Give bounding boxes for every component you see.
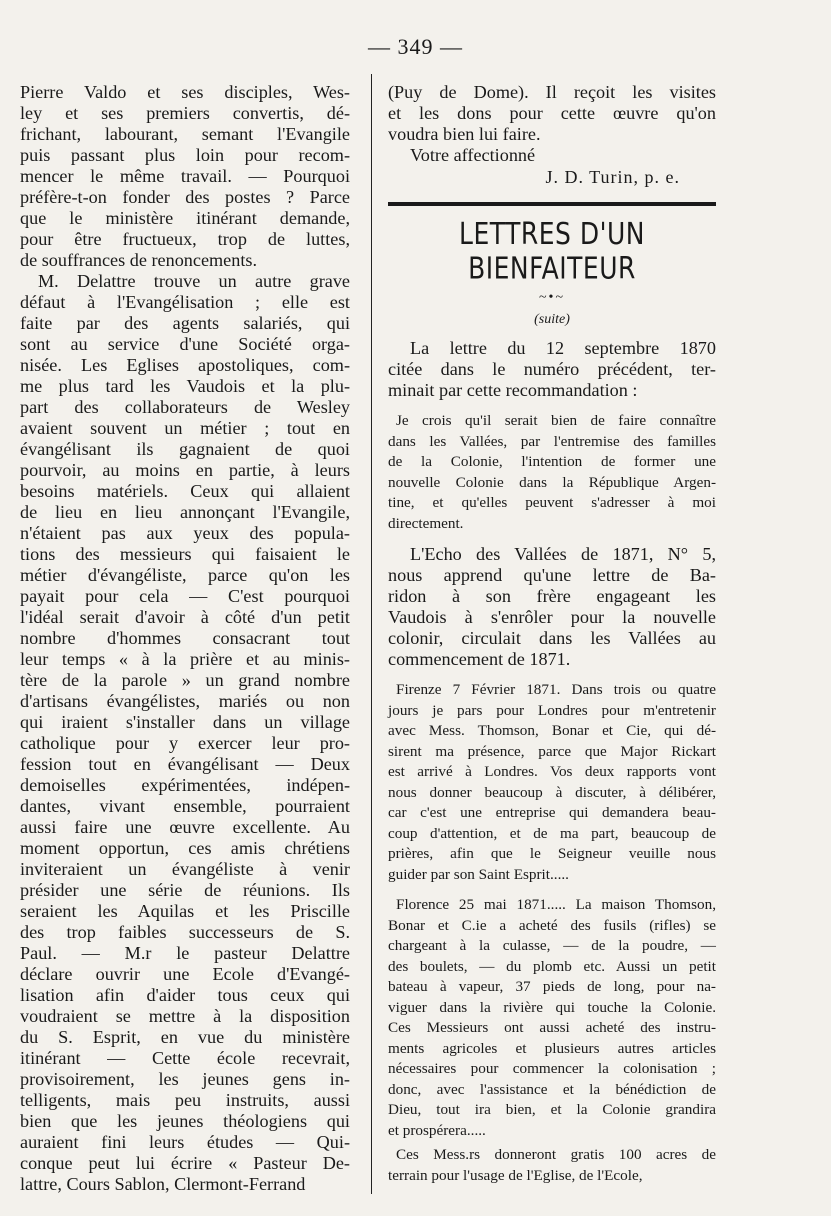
left-column-line: me plus tard les Vaudois et la plu- (20, 376, 350, 396)
quote1-lines-line: nouvelle Colonie dans la République Argen- (388, 473, 716, 491)
left-column-line: ley et ses premiers convertis, dé- (20, 103, 350, 123)
echo-lines-line: colonir, circulait dans les Vallées au (388, 628, 716, 648)
letter1-lines-line: jours je pars pour Londres pour m'entretenir (388, 701, 716, 719)
left-column-line: qui iraient s'installer dans un village (20, 712, 350, 732)
letter-florence (388, 895, 716, 1186)
left-column-line: déclare ouvrir une Ecole d'Evangé- (20, 964, 350, 984)
left-column-line: défaut à l'Evangélisation ; elle est (20, 292, 350, 312)
letter2-lines-line: nécessaires pour commencer la colonisation ; (388, 1060, 716, 1077)
letter2-lines-line: terrain pour l'usage de l'Eglise, de l'Ecole, (388, 1166, 643, 1184)
left-column-line: mencer le même travail. — Pourquoi (20, 166, 350, 186)
quote1-lines-line: dans les Vallées, par l'entremise des familles (388, 432, 716, 450)
left-column-line: frichant, labourant, semant l'Evangile (20, 124, 350, 144)
right-top-paragraph (388, 82, 716, 145)
left-column-line: tère de la parole » un grand nombre (20, 670, 350, 690)
left-column-line: seraient les Aquilas et les Priscille (20, 901, 350, 921)
left-column-line: nombre d'hommes consacrant tout (20, 628, 350, 648)
letter1-lines-line: guider par son Saint Esprit..... (388, 865, 569, 883)
left-column-line: tions des messieurs qui faisaient le (20, 544, 350, 564)
left-column-line: provisoirement, les jeunes gens in- (20, 1069, 350, 1089)
quote1-lines-line: tine, et qu'elles peuvent s'adresser à moi (388, 494, 716, 511)
right-column (388, 82, 716, 1196)
left-column-line: conque peut lui écrire « Pasteur De- (20, 1153, 350, 1173)
echo-lines-line: ridon à son frère engageant les (388, 586, 716, 606)
left-column-line: itinérant — Cette école recevrait, (20, 1048, 350, 1068)
left-column-line: lattre, Cours Sablon, Clermont-Ferrand (20, 1174, 306, 1194)
echo-lines-line: nous apprend qu'une lettre de Ba- (388, 565, 716, 585)
left-column-line: bien que les jeunes théologiens qui (20, 1111, 350, 1131)
left-column-line: part des collaborateurs de Wesley (20, 397, 350, 417)
left-column-line: Paul. — M.r le pasteur Delattre (20, 943, 350, 963)
letter2-lines-line: chargeant à la culasse, — de la poudre, — (388, 937, 716, 954)
signature (388, 166, 716, 188)
left-column-line: nisée. Les Eglises apostoliques, com- (20, 355, 350, 375)
quote1-lines-line: Je crois qu'il serait bien de faire connaître (396, 412, 716, 429)
signature-text: J. D. Turin, p. e. (545, 167, 680, 187)
page-number: — 349 — (368, 34, 463, 59)
letter1-lines-line: nous donner beaucoup à discuter, à délibérer, (388, 783, 716, 801)
letter2-lines-line: des boulets, — du plomb etc. Aussi un petit (388, 957, 716, 975)
left-column-line: moment opportun, ces amis chrétiens (20, 838, 350, 858)
left-column-line: voudraient se mettre à la disposition (20, 1006, 350, 1026)
intro-lines-line: citée dans le numéro précédent, ter- (388, 359, 716, 379)
suite-label: (suite) (534, 312, 570, 327)
left-column-line: catholique pour y exercer leur pro- (20, 733, 350, 753)
intro-lines-line: La lettre du 12 septembre 1870 (410, 338, 716, 358)
letter2-lines-line: Florence 25 mai 1871..... La maison Thomson, (396, 896, 716, 913)
quote1-lines-line: directement. (388, 514, 464, 532)
left-column-line: payait pour cela — C'est pourquoi (20, 586, 350, 606)
right-top-line: (Puy de Dome). Il reçoit les visites (388, 82, 716, 102)
letter2-lines-line: ments agricoles et plusieurs autres articles (388, 1039, 716, 1057)
letter1-lines-line: avec Mess. Thomson, Bonar et Cie, qui dé- (388, 722, 716, 739)
left-column-line: dantes, vivant ensemble, pourraient (20, 796, 350, 816)
letter1-lines-line: prières, afin que le Seigneur veuille nous (388, 845, 716, 862)
letter2-lines-line: Bonar et C.ie a acheté des fusils (rifles) se (388, 916, 716, 934)
letter1-lines-line: coup d'attention, et de ma part, beaucoup de (388, 824, 716, 842)
left-column-line: faite par des agents salariés, qui (20, 313, 350, 333)
letter2-lines-line: Ces Mess.rs donneront gratis 100 acres de (396, 1146, 716, 1163)
intro-paragraph (388, 338, 716, 401)
left-column-line: avaient souvent un métier ; tout en (20, 418, 350, 438)
letter1-lines-line: car c'est une entreprise qui demandera beau- (388, 804, 716, 821)
closing-line: Votre affectionné (410, 145, 536, 165)
left-column-line: telligents, mais peu instruits, aussi (20, 1090, 350, 1110)
article-heading: LETTRES D'UN BIENFAITEUR (459, 216, 645, 286)
letter2-lines-line: Ces Messieurs ont aussi acheté des instru- (388, 1019, 716, 1036)
quote-first-letter (388, 411, 716, 534)
letter2-lines-line: bateau à vapeur, 37 pieds de long, pour na- (388, 978, 716, 995)
echo-lines-line: L'Echo des Vallées de 1871, N° 5, (410, 544, 716, 564)
left-column-line: puis passant plus loin pour recom- (20, 145, 350, 165)
left-column (20, 82, 350, 1195)
left-column-line: inviteraient un évangéliste à venir (20, 859, 350, 879)
left-column-line: d'artisans évangélistes, mariés ou non (20, 691, 350, 711)
quote1-lines-line: de la Colonie, l'intention de former une (388, 453, 716, 470)
echo-lines-line: Vaudois à s'enrôler pour la nouvelle (388, 607, 716, 627)
left-column-line: lisation afin d'aider tous ceux qui (20, 985, 350, 1005)
letter2-lines-line: Dieu, tout ira bien, et la Colonie grandira (388, 1101, 716, 1118)
letter2-lines-line: viguer dans la rivière qui touche la Colonie. (388, 998, 716, 1016)
section-rule (388, 202, 716, 206)
echo-paragraph (388, 544, 716, 670)
left-column-line: auraient fini leurs études — Qui- (20, 1132, 350, 1152)
left-column-line: présider une série de réunions. Ils (20, 880, 350, 900)
left-column-line: sont au service d'une Société orga- (20, 334, 350, 354)
right-top-line: et les dons pour cette œuvre qu'on (388, 103, 716, 123)
left-column-line: préfère-t-on fonder des postes ? Parce (20, 187, 350, 207)
letter1-lines-line: sirent ma présence, parce que Major Rickart (388, 742, 716, 760)
ornament-divider: ~•~ (538, 290, 566, 305)
left-column-line: n'étaient pas aux yeux des popula- (20, 523, 350, 543)
left-column-line: pour être fructueux, trop de luttes, (20, 229, 350, 249)
intro-lines-line: minait par cette recommandation : (388, 380, 638, 400)
letter1-lines-line: Firenze 7 Février 1871. Dans trois ou quatre (396, 681, 716, 698)
left-column-line: pourvoir, au moins en partie, à leurs (20, 460, 350, 480)
left-column-line: Pierre Valdo et ses disciples, Wes- (20, 82, 350, 102)
left-column-line: M. Delattre trouve un autre grave (38, 271, 350, 291)
left-column-line: du S. Esprit, en vue du ministère (20, 1027, 350, 1047)
left-column-line: évangélisant ils gagnaient de quoi (20, 439, 350, 459)
left-column-line: l'idéal serait d'avoir à côté d'un petit (20, 607, 350, 627)
left-column-line: que le ministère itinérant demande, (20, 208, 350, 228)
left-column-line: demoiselles expérimentées, indépen- (20, 775, 350, 795)
left-column-line: des trop faibles successeurs de S. (20, 922, 350, 942)
left-column-line: aussi faire une œuvre excellente. Au (20, 817, 350, 837)
letter2-lines-line: donc, avec l'assistance et la bénédiction de (388, 1080, 716, 1098)
column-divider (371, 74, 372, 1194)
left-column-line: leur temps « à la prière et au minis- (20, 649, 350, 669)
left-column-line: fession tout en évangélisant — Deux (20, 754, 350, 774)
left-column-line: besoins matériels. Ceux qui allaient (20, 481, 350, 501)
letter-firenze (388, 680, 716, 885)
right-top-line: voudra bien lui faire. (388, 124, 541, 144)
letter2-lines-line: et prospérera..... (388, 1121, 486, 1139)
echo-lines-line: commencement de 1871. (388, 649, 571, 669)
left-column-line: métier d'évangéliste, parce qu'on les (20, 565, 350, 585)
left-column-line: de souffrances de renoncements. (20, 250, 258, 270)
letter1-lines-line: est arrivé à Londres. Vos deux rapports vont (388, 763, 716, 780)
left-column-line: de lieu en lieu annonçant l'Evangile, (20, 502, 350, 522)
